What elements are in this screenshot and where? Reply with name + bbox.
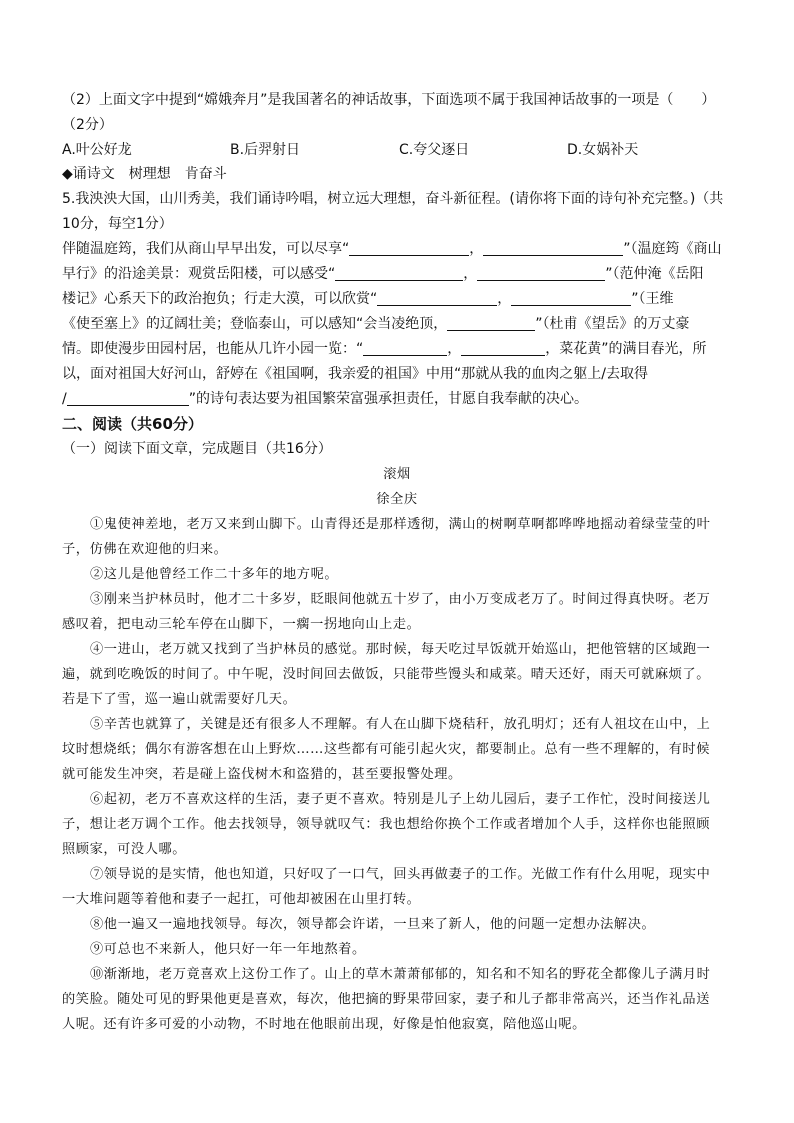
article-line: 照顾家，可没人哪。 <box>62 842 187 857</box>
blank-9[interactable] <box>461 339 545 356</box>
blank-7[interactable] <box>447 314 535 331</box>
article-line: 坟时想烧纸；偶尔有游客想在山上野炊……这些都有可能引起火灾，都要制止。总有一些不理解的，有时候 <box>62 742 711 757</box>
article-line: ⑦领导说的是实情，他也知道，只好叹了一口气，回头再做妻子的工作。光做工作有什么用呢，现实中 <box>90 867 711 882</box>
poem-fill-line-4: 《使至塞上》的辽阔壮美；登临泰山，可以感知“会当凌绝顶， ”（杜甫《望岳》的万丈豪 <box>62 316 690 332</box>
article-line: ①鬼使神差地，老万又来到山脚下。山青得还是那样透彻，满山的树啊草啊都哗哗地摇动着绿莹莹的叶 <box>90 517 711 532</box>
article-line: ⑨可总也不来新人，他只好一年一年地熬着。 <box>90 942 366 957</box>
article-line: ④一进山，老万就又找到了当护林员的感觉。那时候，每天吃过早饭就开始巡山，把他管辖的区域跑一 <box>90 642 711 657</box>
option-d[interactable]: D.女娲补天 <box>567 142 639 158</box>
article-title: 滚烟 <box>383 467 411 482</box>
blank-4[interactable] <box>477 264 605 281</box>
article-line: 就可能发生冲突，若是碰上盗伐树木和盗猎的，甚至要报警处理。 <box>62 767 462 782</box>
poem-fill-line-2: 早行》的沿途美景：观赏岳阳楼，可以感受“ ， ”（范仲淹《岳阳 <box>62 266 704 282</box>
question-2 <box>62 88 732 163</box>
poem-fill-line-1: 伴随温庭筠，我们从商山早早出发，可以尽享“ ， ”（温庭筠《商山 <box>62 241 722 257</box>
article-line: 感叹着，把电动三轮车停在山脚下，一瘸一拐地向山上走。 <box>62 617 421 632</box>
blank-6[interactable] <box>511 289 631 306</box>
question-5-score: 10分，每空1分） <box>62 216 173 232</box>
article-line: ⑤辛苦也就算了，关键是还有很多人不理解。有人在山脚下烧秸秆，放孔明灯；还有人祖坟在山中，上 <box>90 717 711 732</box>
section-heading: 二、阅读（共60分） <box>62 415 203 433</box>
article-line: 子，仿佛在欢迎他的归来。 <box>62 542 228 557</box>
question-5-stem: 5.我泱泱大国，山川秀美，我们诵诗吟唱，树立远大理想，奋斗新征程。(请你将下面的诗句补充完整。)（共 <box>62 191 724 207</box>
question-2-score: （2分） <box>62 117 113 133</box>
article-line: ③刚来当护林员时，他才二十多岁，眨眼间他就五十岁了，由小万变成老万了。时间过得真快呀。老万 <box>90 592 711 607</box>
article-line: 若是下了雪，巡一遍山就需要好几天。 <box>62 692 297 707</box>
blank-8[interactable] <box>363 339 447 356</box>
article-line: 人呢。还有许多可爱的小动物，不时地在他眼前出现，好像是怕他寂寞，陪他巡山呢。 <box>62 1017 586 1032</box>
article-line: 的笑脸。随处可见的野果他更是喜欢，每次，他把摘的野果带回家，妻子和儿子都非常高兴，还当作礼品送 <box>62 992 711 1007</box>
recite-section <box>62 162 732 412</box>
blank-5[interactable] <box>377 289 497 306</box>
article-line: ②这儿是他曾经工作二十多年的地方呢。 <box>90 567 339 582</box>
recite-header: ◆诵诗文 树理想 肯奋斗 <box>62 166 227 182</box>
article-line: ⑩渐渐地，老万竟喜欢上这份工作了。山上的草木萧萧郁郁的，知名和不知名的野花全都像儿子满月时 <box>90 967 711 982</box>
blank-1[interactable] <box>349 239 469 256</box>
poem-fill-line-5: 情。即使漫步田园村居，也能从几许小园一览：“ ， ，菜花黄”的满目春光，所 <box>62 341 707 357</box>
reading-section <box>62 412 732 512</box>
article-line: 子，想让老万调个工作。他去找领导，领导就叹气：我也想给你换个工作或者增加个人手，这样你也能照顾 <box>62 817 711 832</box>
article-body <box>62 512 732 1037</box>
article-line: 一大堆问题等着他和妻子一起扛，可他却被困在山里打转。 <box>62 892 421 907</box>
article-line: 遍，就到吃晚饭的时间了。中午呢，没时间回去做饭，只能带些馒头和咸菜。晴天还好，雨天可就麻烦了。 <box>62 667 711 682</box>
poem-fill-line-6: 以，面对祖国大好河山，舒婷在《祖国啊，我亲爱的祖国》中用“那就从我的血肉之躯上/去取得 <box>62 366 648 382</box>
blank-3[interactable] <box>335 264 463 281</box>
blank-2[interactable] <box>483 239 623 256</box>
option-c[interactable]: C.夸父逐日 <box>399 142 470 158</box>
blank-10[interactable] <box>67 389 189 406</box>
poem-fill-line-7: / ”的诗句表达要为祖国繁荣富强承担责任，甘愿自我奉献的决心。 <box>62 391 588 407</box>
option-a[interactable]: A.叶公好龙 <box>62 142 132 158</box>
article-line: ⑧他一遍又一遍地找领导。每次，领导都会许诺，一旦来了新人，他的问题一定想办法解决。 <box>90 917 656 932</box>
article-line: ⑥起初，老万不喜欢这样的生活，妻子更不喜欢。特别是儿子上幼儿园后，妻子工作忙，没时间接送儿 <box>90 792 711 807</box>
subsection-heading: （一）阅读下面文章，完成题目（共16分） <box>62 441 332 457</box>
question-2-options <box>62 138 732 163</box>
question-2-stem: （2）上面文字中提到“嫦娥奔月”是我国著名的神话故事，下面选项不属于我国神话故事的一项是（ ） <box>62 92 716 108</box>
poem-fill-line-3: 楼记》心系天下的政治抱负；行走大漠，可以欣赏“ ， ”（王维 <box>62 291 674 307</box>
article-author: 徐全庆 <box>376 492 418 507</box>
option-b[interactable]: B.后羿射日 <box>230 142 301 158</box>
